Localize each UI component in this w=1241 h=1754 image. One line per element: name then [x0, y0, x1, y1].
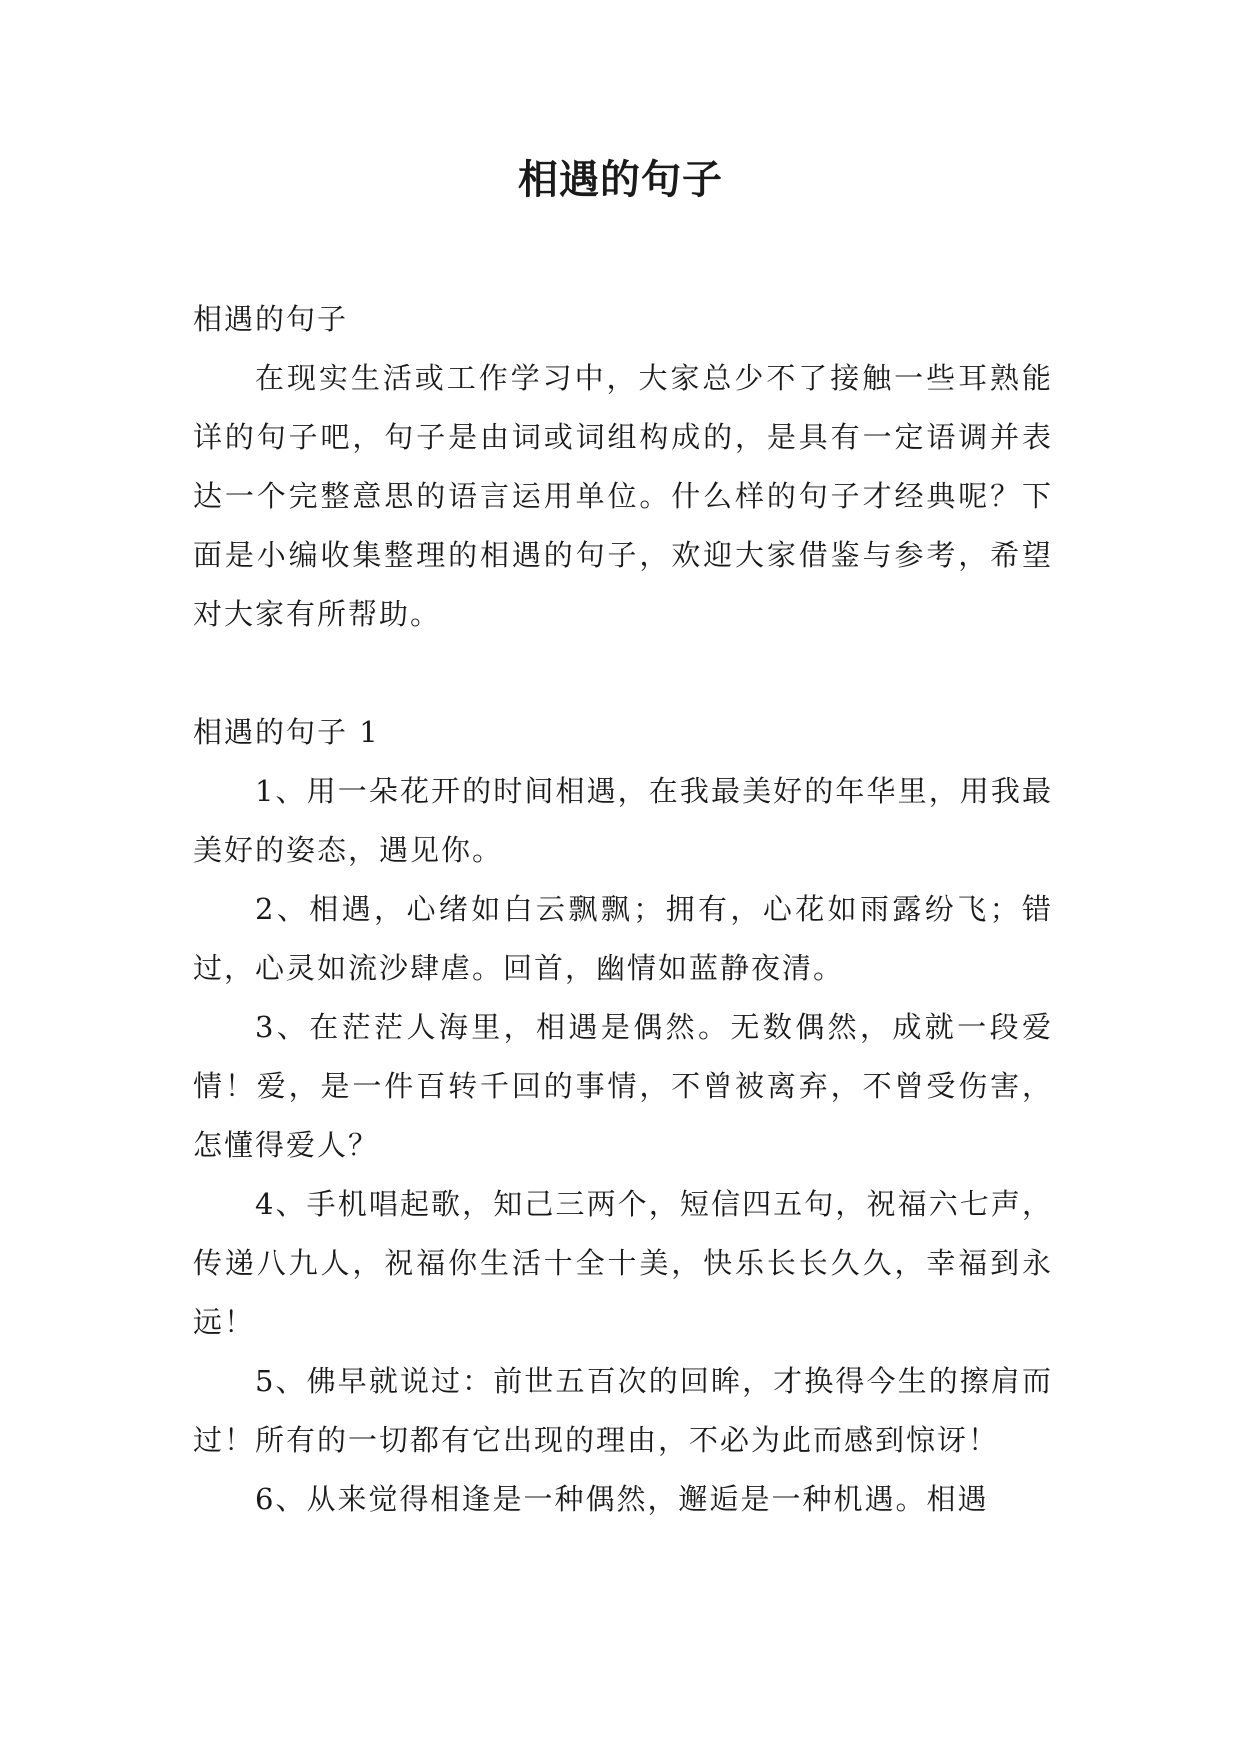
sentence-item-3: 3、在茫茫人海里，相遇是偶然。无数偶然，成就一段爱情！爱，是一件百转千回的事情，不曾被离弃，不曾受伤害，怎懂得爱人？	[193, 1010, 1053, 1162]
sentence-item-4: 4、手机唱起歌，知己三两个，短信四五句，祝福六七声，传递八九人，祝福你生活十全十美，快乐长长久久，幸福到永远！	[193, 1187, 1053, 1339]
sentence-item-5: 5、佛早就说过：前世五百次的回眸，才换得今生的擦肩而过！所有的一切都有它出现的理由，不必为此而感到惊讶！	[193, 1364, 1053, 1457]
subtitle-line: 相遇的句子	[193, 302, 349, 336]
intro-paragraph: 在现实生活或工作学习中，大家总少不了接触一些耳熟能详的句子吧，句子是由词或词组构成的，是具有一定语调并表达一个完整意思的语言运用单位。什么样的句子才经典呢？下面是小编收集整理的相遇的句子，欢迎大家借鉴与参考，希望对大家有所帮助。	[193, 361, 1053, 631]
document-title: 相遇的句子	[518, 157, 723, 203]
section-heading: 相遇的句子 1	[193, 715, 380, 749]
sentence-item-6: 6、从来觉得相逢是一种偶然，邂逅是一种机遇。相遇	[255, 1482, 989, 1516]
sentence-item-1: 1、用一朵花开的时间相遇，在我最美好的年华里，用我最美好的姿态，遇见你。	[193, 774, 1053, 867]
sentence-item-2: 2、相遇，心绪如白云飘飘；拥有，心花如雨露纷飞；错过，心灵如流沙肆虐。回首，幽情如蓝静夜清。	[193, 892, 1053, 985]
blank-line	[193, 644, 1053, 703]
document-body	[193, 290, 1053, 1529]
